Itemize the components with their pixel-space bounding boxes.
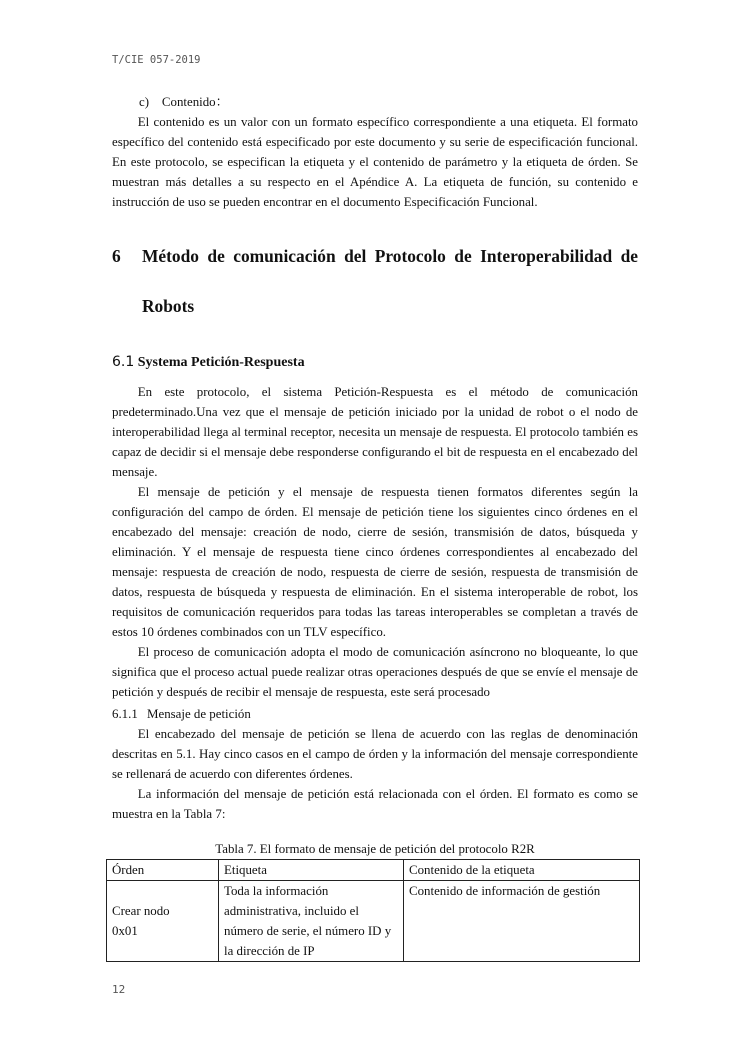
- table-header-row: [107, 860, 640, 881]
- section-6-number: 6: [112, 246, 121, 266]
- section-6-heading: [112, 246, 638, 316]
- table-row: [107, 881, 640, 962]
- table-header-contenido: Contenido de la etiqueta: [404, 860, 640, 881]
- page-body: [112, 92, 638, 962]
- orden-code: 0x01: [112, 924, 138, 938]
- section-6-1-heading: [112, 352, 638, 373]
- section-6-1-number: 6.1: [112, 354, 135, 370]
- page-number: 12: [112, 983, 126, 996]
- section-6-1-paragraph: En este protocolo, el sistema Petición-Respuesta es el método de comunicación predeterminado.Una vez que el mensaje de petición iniciado por la unidad de robot o el nodo de interoperabilidad llega al terminal receptor, necesita un mensaje de respuesta. El protocolo también es capaz de decidir si el mensaje debe responderse configurando el bit de respuesta en el encabezado del mensaje.: [112, 385, 638, 479]
- table-cell-orden: [107, 881, 219, 962]
- section-6-title-line2: Robots: [142, 296, 195, 316]
- table-7-caption: Tabla 7. El formato de mensaje de petición del protocolo R2R: [215, 842, 535, 856]
- section-6-title-line1: Método de comunicación del Protocolo de Interoperabilidad de: [142, 246, 638, 266]
- item-c-title: Contenido：: [161, 95, 229, 109]
- section-6-1-title: Systema Petición-Respuesta: [137, 355, 305, 370]
- item-c-body: El contenido es un valor con un formato específico correspondiente a una etiqueta. El formato específico del contenido está especificado por este documento y su serie de especificación funcional. En este protocolo, se especifican la etiqueta y el contenido de parámetro y la etiqueta de órden. Se muestran más detalles a su respecto en el Apéndice A. La etiqueta de función, su contenido e instrucción de uso se pueden encontrar en el documento Especificación Funcional.: [112, 115, 638, 209]
- table-cell-contenido: Contenido de información de gestión: [404, 881, 640, 962]
- section-6-1-1-heading: [112, 704, 638, 724]
- section-6-1-paragraph: El mensaje de petición y el mensaje de respuesta tienen formatos diferentes según la configuración del campo de órden. El mensaje de petición tiene los siguientes cinco órdenes en el encabezado del mensaje: creación de nodo, cierre de sesión, transmisión de datos, búsqueda y eliminación. Y el mensaje de respuesta tiene cinco órdenes correspondientes al encabezado del mensaje: respuesta de creación de nodo, respuesta de cierre de sesión, respuesta de transmisión de datos, respuesta de búsqueda y respuesta de eliminación. En el sistema interoperable de robot, los requisitos de comunicación requeridos para todas las tareas interoperables se completan a través de estos 10 órdenes combinados con un TLV específico.: [112, 485, 638, 639]
- item-c-heading: [139, 92, 638, 112]
- table-7: [106, 859, 640, 962]
- section-6-1-1-paragraph: El encabezado del mensaje de petición se llena de acuerdo con las reglas de denominación descritas en 5.1. Hay cinco casos en el campo de órden y la información del mensaje correspondiente se rellenará de acuerdo con diferentes órdenes.: [112, 727, 638, 781]
- document-code-header: T/CIE 057-2019: [112, 54, 201, 66]
- section-6-1-1-paragraph: La información del mensaje de petición está relacionada con el órden. El formato es como se muestra en la Tabla 7:: [112, 787, 638, 821]
- table-header-etiqueta: Etiqueta: [219, 860, 404, 881]
- table-cell-etiqueta: Toda la información administrativa, incluido el número de serie, el número ID y la dirección de IP: [219, 881, 404, 962]
- item-c-label: c): [139, 95, 150, 109]
- section-6-1-1-number: 6.1.1: [112, 707, 138, 721]
- orden-name: Crear nodo: [112, 904, 170, 918]
- table-header-orden: Órden: [107, 860, 219, 881]
- section-6-1-1-title: Mensaje de petición: [147, 707, 251, 721]
- section-6-1-paragraph: El proceso de comunicación adopta el modo de comunicación asíncrono no bloqueante, lo que significa que el proceso actual puede realizar otras operaciones después de que se envíe el mensaje de petición y después de recibir el mensaje de respuesta, este será procesado: [112, 645, 638, 699]
